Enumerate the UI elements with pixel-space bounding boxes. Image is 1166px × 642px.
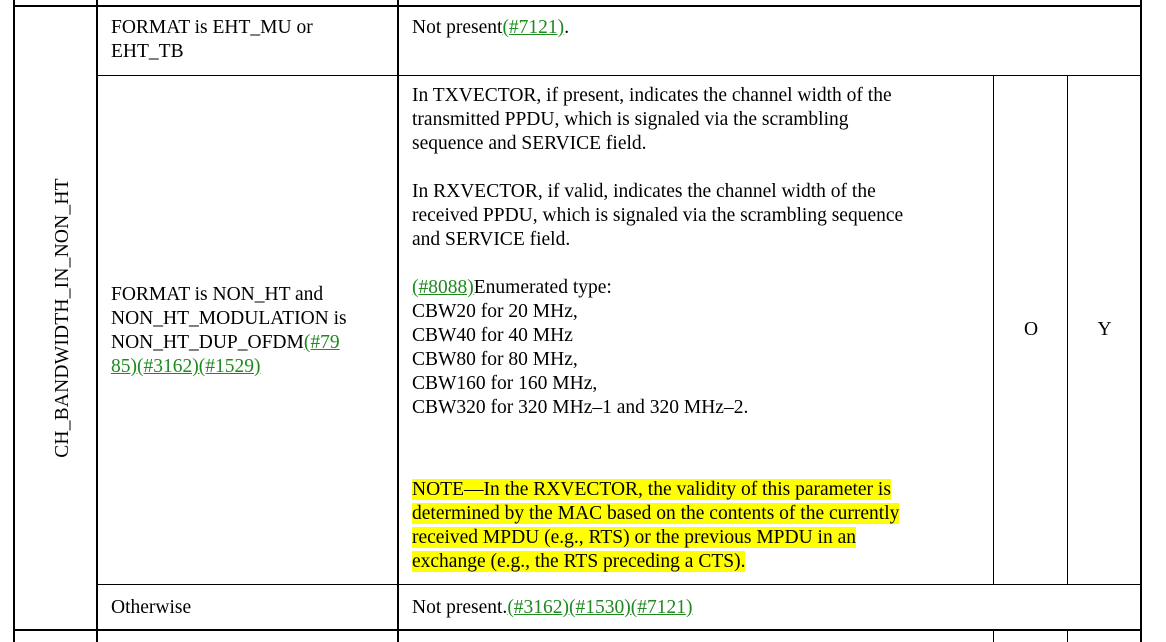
row-divider [96, 584, 1142, 585]
condition-text: NON_HT_DUP_OFDM [111, 332, 304, 353]
column-divider [1067, 75, 1068, 584]
change-ref-link[interactable]: (#79 [303, 332, 340, 353]
rx-paragraph [412, 180, 982, 252]
enum-item: CBW20 for 20 MHz, [412, 301, 578, 322]
note-block [412, 478, 978, 574]
column-divider [397, 0, 399, 642]
tx-paragraph [412, 84, 982, 156]
value-text: Not present. [412, 597, 508, 618]
condition-line [111, 355, 393, 379]
enum-item: CBW40 for 40 MHz [412, 325, 573, 346]
note-text: NOTE—In the RXVECTOR, the validity of this parameter is [412, 479, 891, 500]
row-divider [96, 75, 1142, 76]
row-1-condition [111, 16, 391, 64]
tx-column-value: O [1023, 319, 1039, 340]
row-1-value [412, 16, 972, 40]
change-ref-link[interactable]: 85)(#3162)(#1529) [111, 356, 261, 377]
table-border-left [13, 0, 15, 642]
text-line: transmitted PPDU, which is signaled via the scrambling [412, 109, 849, 130]
column-divider [1067, 630, 1068, 642]
rx-column-value: Y [1097, 319, 1112, 340]
change-ref-link[interactable]: (#3162)(#1530)(#7121) [507, 597, 693, 618]
change-ref-link[interactable]: (#8088) [412, 277, 474, 298]
row-divider [13, 629, 1142, 631]
note-text: exchange (e.g., the RTS preceding a CTS). [412, 551, 746, 572]
column-divider [993, 630, 994, 642]
condition-line: FORMAT is NON_HT and [111, 284, 324, 305]
note-text: received MPDU (e.g., RTS) or the previous MPDU in an [412, 527, 857, 548]
text-line: In RXVECTOR, if valid, indicates the channel width of the [412, 181, 876, 202]
note-line [412, 502, 978, 526]
text-line: In TXVECTOR, if present, indicates the channel width of the [412, 85, 892, 106]
text-line: received PPDU, which is signaled via the scrambling sequence [412, 205, 904, 226]
enum-item: CBW160 for 160 MHz, [412, 373, 598, 394]
column-divider [96, 0, 98, 642]
note-line [412, 526, 978, 550]
enum-title: Enumerated type: [473, 277, 612, 298]
condition-line: FORMAT is EHT_MU or [111, 17, 313, 38]
enum-item: CBW320 for 320 MHz–1 and 320 MHz–2. [412, 397, 749, 418]
text-line: and SERVICE field. [412, 229, 571, 250]
value-suffix: . [564, 17, 570, 38]
parameter-name: CH_BANDWIDTH_IN_NON_HT [52, 178, 73, 458]
note-line [412, 550, 978, 574]
row-divider [13, 5, 1142, 7]
table-border-right [1140, 0, 1142, 642]
note-text: determined by the MAC based on the contents of the currently [412, 503, 900, 524]
row-2-description [412, 84, 982, 420]
row-2-condition [111, 283, 393, 379]
note-line [412, 478, 978, 502]
condition-line: NON_HT_MODULATION is [111, 308, 347, 329]
row-3-condition: Otherwise [111, 597, 192, 618]
column-divider [993, 75, 994, 584]
change-ref-link[interactable]: (#7121) [502, 17, 565, 38]
row-3-value [412, 596, 972, 620]
enum-item: CBW80 for 80 MHz, [412, 349, 578, 370]
enum-paragraph [412, 276, 982, 420]
enum-title-line [412, 276, 982, 300]
condition-line [111, 331, 393, 355]
text-line: sequence and SERVICE field. [412, 133, 647, 154]
value-text: Not present [412, 17, 503, 38]
condition-line: EHT_TB [111, 41, 184, 62]
